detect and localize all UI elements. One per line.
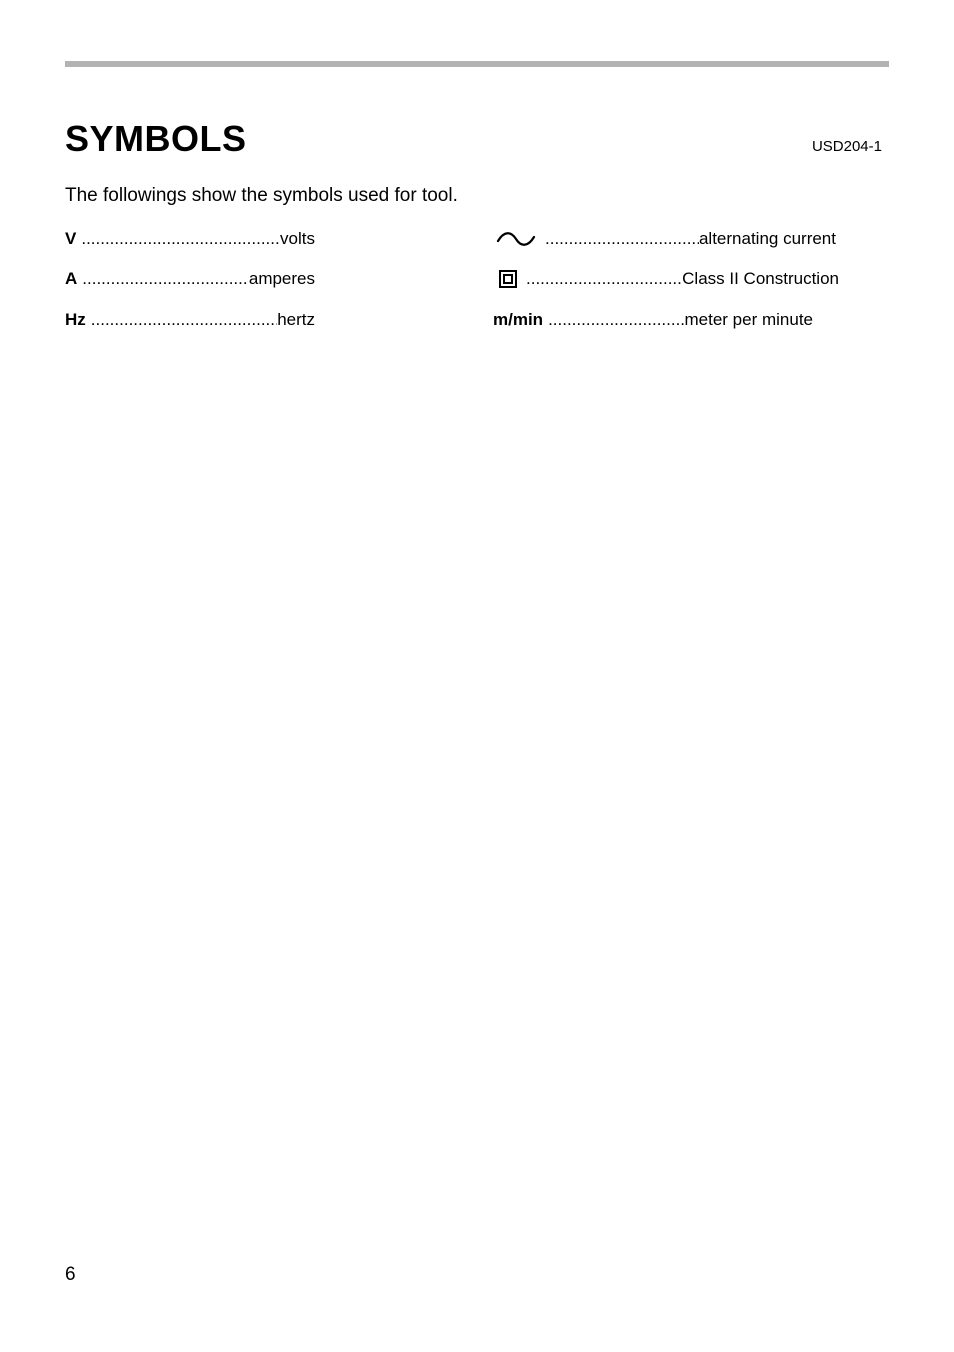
symbol-row-volts (65, 227, 315, 251)
symbol: V (65, 229, 77, 248)
intro-text: The followings show the symbols used for tool. (65, 185, 458, 206)
symbol: m/min (493, 310, 544, 329)
symbol-meaning: alternating current (698, 229, 836, 248)
symbol-row-alternating-current (496, 227, 836, 251)
symbol-meaning: hertz (277, 310, 315, 329)
dot-leader (536, 227, 699, 251)
symbol-meaning: volts (280, 229, 315, 248)
dot-leader (77, 267, 249, 291)
dot-leader (86, 308, 277, 332)
symbol-row-amperes (65, 267, 315, 291)
symbol: A (65, 269, 78, 288)
symbol-row-meter-per-minute (493, 308, 813, 332)
dot-leader (543, 308, 684, 332)
page-number: 6 (65, 1264, 76, 1285)
symbol-meaning: meter per minute (684, 310, 813, 329)
symbol-meaning: Class II Construction (682, 269, 839, 288)
symbol: Hz (65, 310, 86, 329)
symbol-row-hertz (65, 308, 315, 332)
alternating-current-icon (496, 230, 536, 248)
class-ii-construction-icon (499, 270, 517, 288)
dot-leader (76, 227, 280, 251)
document-code: USD204-1 (811, 138, 882, 155)
top-rule (65, 61, 889, 67)
page-title: SYMBOLS (65, 118, 247, 159)
symbol-row-class-ii-construction (499, 267, 839, 291)
symbol-meaning: amperes (248, 269, 315, 288)
dot-leader (517, 267, 682, 291)
